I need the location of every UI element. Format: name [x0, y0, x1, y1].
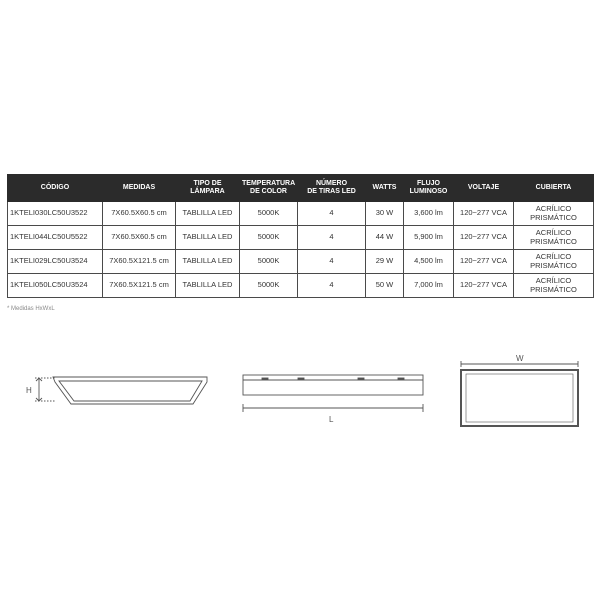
cell-voltaje: 120~277 VCA	[454, 226, 514, 250]
table-row	[8, 250, 594, 274]
cell-temperatura: 5000K	[240, 250, 298, 274]
width-label: W	[516, 354, 524, 363]
side-profile-drawing	[25, 368, 215, 413]
cell-cubierta: ACRÍLICO PRISMÁTICO	[514, 202, 594, 226]
length-label: L	[329, 415, 334, 424]
cell-voltaje: 120~277 VCA	[454, 250, 514, 274]
cell-tipo: TABLILLA LED	[176, 250, 240, 274]
top-view-drawing	[455, 353, 585, 433]
spec-table	[7, 174, 594, 298]
cell-medidas: 7X60.5X60.5 cm	[103, 226, 176, 250]
cell-codigo: 1KTELI030LC50U3522	[8, 202, 103, 226]
cell-voltaje: 120~277 VCA	[454, 202, 514, 226]
table-row	[8, 274, 594, 298]
cell-tiras: 4	[298, 274, 366, 298]
header-codigo: CÓDIGO	[8, 175, 103, 202]
cell-medidas: 7X60.5X121.5 cm	[103, 274, 176, 298]
cell-cubierta: ACRÍLICO PRISMÁTICO	[514, 226, 594, 250]
cell-temperatura: 5000K	[240, 226, 298, 250]
panel-inner-rect	[466, 374, 573, 422]
cell-watts: 50 W	[366, 274, 404, 298]
cell-medidas: 7X60.5X60.5 cm	[103, 202, 176, 226]
cell-cubierta: ACRÍLICO PRISMÁTICO	[514, 250, 594, 274]
cell-watts: 44 W	[366, 226, 404, 250]
cell-tiras: 4	[298, 226, 366, 250]
header-flujo: FLUJO LUMINOSO	[404, 175, 454, 202]
cell-medidas: 7X60.5X121.5 cm	[103, 250, 176, 274]
header-cubierta: CUBIERTA	[514, 175, 594, 202]
header-tipo-lampara: TIPO DE LÁMPARA	[176, 175, 240, 202]
panel-outer-rect	[461, 370, 578, 426]
header-numero-tiras: NÚMERO DE TIRAS LED	[298, 175, 366, 202]
table-row	[8, 226, 594, 250]
cell-flujo: 3,600 lm	[404, 202, 454, 226]
cell-tiras: 4	[298, 250, 366, 274]
header-temperatura: TEMPERATURA DE COLOR	[240, 175, 298, 202]
cell-watts: 29 W	[366, 250, 404, 274]
cell-voltaje: 120~277 VCA	[454, 274, 514, 298]
header-voltaje: VOLTAJE	[454, 175, 514, 202]
header-row	[8, 175, 594, 202]
cell-flujo: 7,000 lm	[404, 274, 454, 298]
height-label: H	[26, 386, 32, 395]
header-watts: WATTS	[366, 175, 404, 202]
table-row	[8, 202, 594, 226]
cell-codigo: 1KTELI050LC50U3524	[8, 274, 103, 298]
cell-flujo: 5,900 lm	[404, 226, 454, 250]
cell-tipo: TABLILLA LED	[176, 226, 240, 250]
cell-temperatura: 5000K	[240, 274, 298, 298]
header-medidas: MEDIDAS	[103, 175, 176, 202]
cell-tipo: TABLILLA LED	[176, 274, 240, 298]
housing-front-rect	[243, 375, 423, 395]
footnote: * Medidas HxWxL	[7, 306, 55, 312]
cell-cubierta: ACRÍLICO PRISMÁTICO	[514, 274, 594, 298]
housing-inner-profile	[59, 381, 202, 401]
cell-temperatura: 5000K	[240, 202, 298, 226]
front-view-drawing	[238, 370, 428, 425]
cell-tiras: 4	[298, 202, 366, 226]
cell-codigo: 1KTELI029LC50U3524	[8, 250, 103, 274]
cell-tipo: TABLILLA LED	[176, 202, 240, 226]
cell-watts: 30 W	[366, 202, 404, 226]
cell-flujo: 4,500 lm	[404, 250, 454, 274]
cell-codigo: 1KTELI044LC50U5522	[8, 226, 103, 250]
